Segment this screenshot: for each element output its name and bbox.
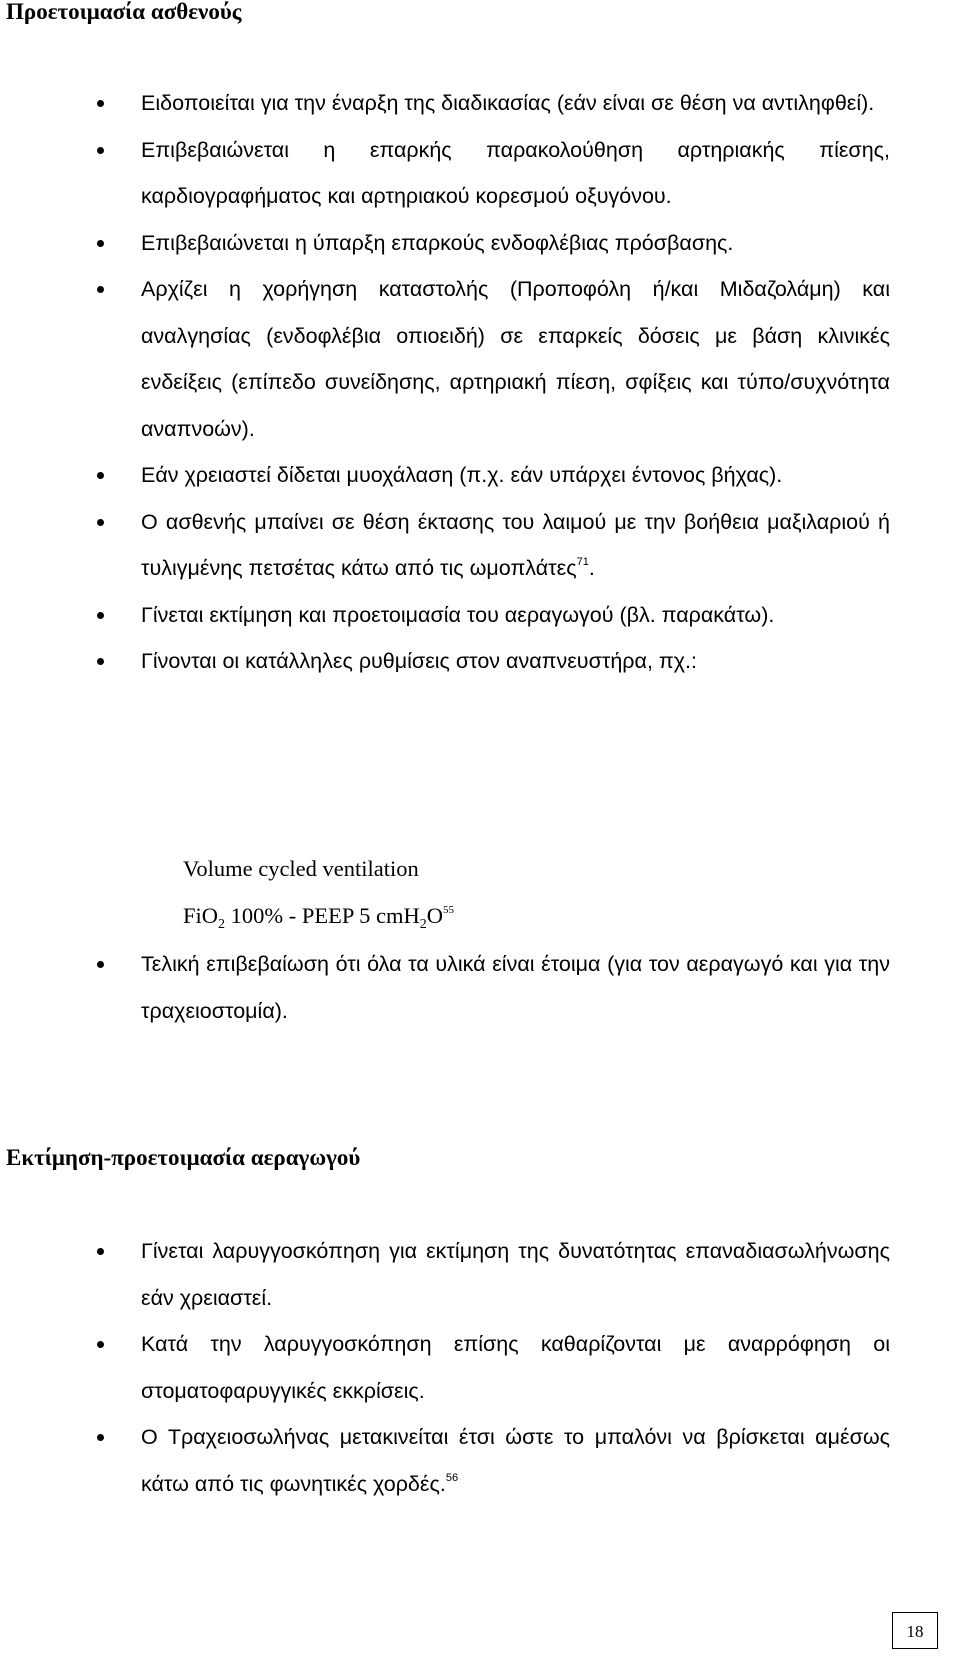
list-item-text: Γίνεται εκτίμηση και προετοιμασία του αεραγωγού (βλ. παρακάτω). [141, 602, 775, 627]
bullet-icon [97, 519, 104, 526]
final-check-list [90, 941, 890, 1034]
list-item [90, 452, 890, 499]
list-item [90, 592, 890, 639]
list-item-text: Ο Τραχειοσωλήνας μετακινείται έτσι ώστε το μπαλόνι να βρίσκεται αμέσως κάτω από τις φωνητικές χορδές.$^{56}$ [141, 1425, 890, 1496]
bullet-icon [97, 961, 104, 968]
list-item [90, 1321, 890, 1414]
bullet-icon [97, 286, 104, 293]
bullet-icon [97, 147, 104, 154]
list-item-text: Ο ασθενής μπαίνει σε θέση έκτασης του λαιμού με την βοήθεια μαξιλαριού ή τυλιγμένης πετσέτας κάτω από τις ωμοπλάτες$^{71}$. [141, 509, 890, 580]
list-item [90, 941, 890, 1034]
list-item [90, 127, 890, 220]
list-item [90, 266, 890, 452]
list-item-text: Τελική επιβεβαίωση ότι όλα τα υλικά είναι έτοιμα (για τον αεραγωγό και για την τραχειοστομία). [141, 952, 890, 1023]
list-item [90, 1228, 890, 1321]
list-item [90, 638, 890, 685]
bullet-icon [97, 240, 104, 247]
footnote-ref: 56 [445, 1471, 459, 1484]
list-item [90, 1414, 890, 1507]
section-title-airway: Εκτίμηση-προετοιμασία αεραγωγού [6, 1145, 361, 1170]
bullet-icon [97, 472, 104, 479]
list-item [90, 220, 890, 267]
bullet-icon [97, 658, 104, 665]
bullet-icon [97, 100, 104, 107]
list-item-text: Γίνονται οι κατάλληλες ρυθμίσεις στον αναπνευστήρα, πχ.: [141, 649, 697, 673]
ventilation-mode: Volume cycled ventilation [183, 856, 419, 881]
bullet-icon [97, 1248, 104, 1255]
airway-prep-list [90, 1228, 890, 1507]
bullet-icon [97, 1434, 104, 1441]
bullet-icon [97, 612, 104, 619]
list-item-text: Επιβεβαιώνεται η ύπαρξη επαρκούς ενδοφλέβιας πρόσβασης. [141, 230, 734, 255]
patient-prep-list [90, 80, 890, 685]
list-item [90, 499, 890, 592]
bullet-icon [97, 1341, 104, 1348]
page-number: 18 [892, 1612, 938, 1649]
list-item-text: Κατά την λαρυγγοσκόπηση επίσης καθαρίζονται με αναρρόφηση οι στοματοφαρυγγικές εκκρίσεις. [141, 1332, 890, 1403]
list-item-text: Γίνεται λαρυγγοσκόπηση για εκτίμηση της δυνατότητας επαναδιασωλήνωσης εάν χρειαστεί. [141, 1239, 890, 1310]
list-item-text: Ειδοποιείται για την έναρξη της διαδικασίας (εάν είναι σε θέση να αντιληφθεί). [141, 91, 875, 115]
footnote-ref: 55 [443, 904, 455, 916]
list-item-text: Εάν χρειαστεί δίδεται μυοχάλαση (π.χ. εάν υπάρχει έντονος βήχας). [141, 463, 783, 487]
footnote-ref: 71 [576, 556, 589, 568]
section-title-patient-prep: Προετοιμασία ασθενούς [6, 0, 242, 24]
list-item [90, 80, 890, 127]
list-item-text: Επιβεβαιώνεται η επαρκής παρακολούθηση αρτηριακής πίεσης, καρδιογραφήματος και αρτηριακού κορεσμού οξυγόνου. [141, 137, 890, 208]
ventilation-settings: FiO$_2$ 100% - PEEP 5 cmH$_2$O$^{55}$ [183, 903, 455, 932]
list-item-text: Αρχίζει η χορήγηση καταστολής (Προποφόλη ή/και Μιδαζολάμη) και αναλγησίας (ενδοφλέβια οπιοειδή) σε επαρκείς δόσεις με βάση κλινικές ενδείξεις (επίπεδο συνείδησης, αρτηριακή πίεση, σφίξεις και τύπο/συχνότητα αναπνοών). [141, 277, 890, 441]
